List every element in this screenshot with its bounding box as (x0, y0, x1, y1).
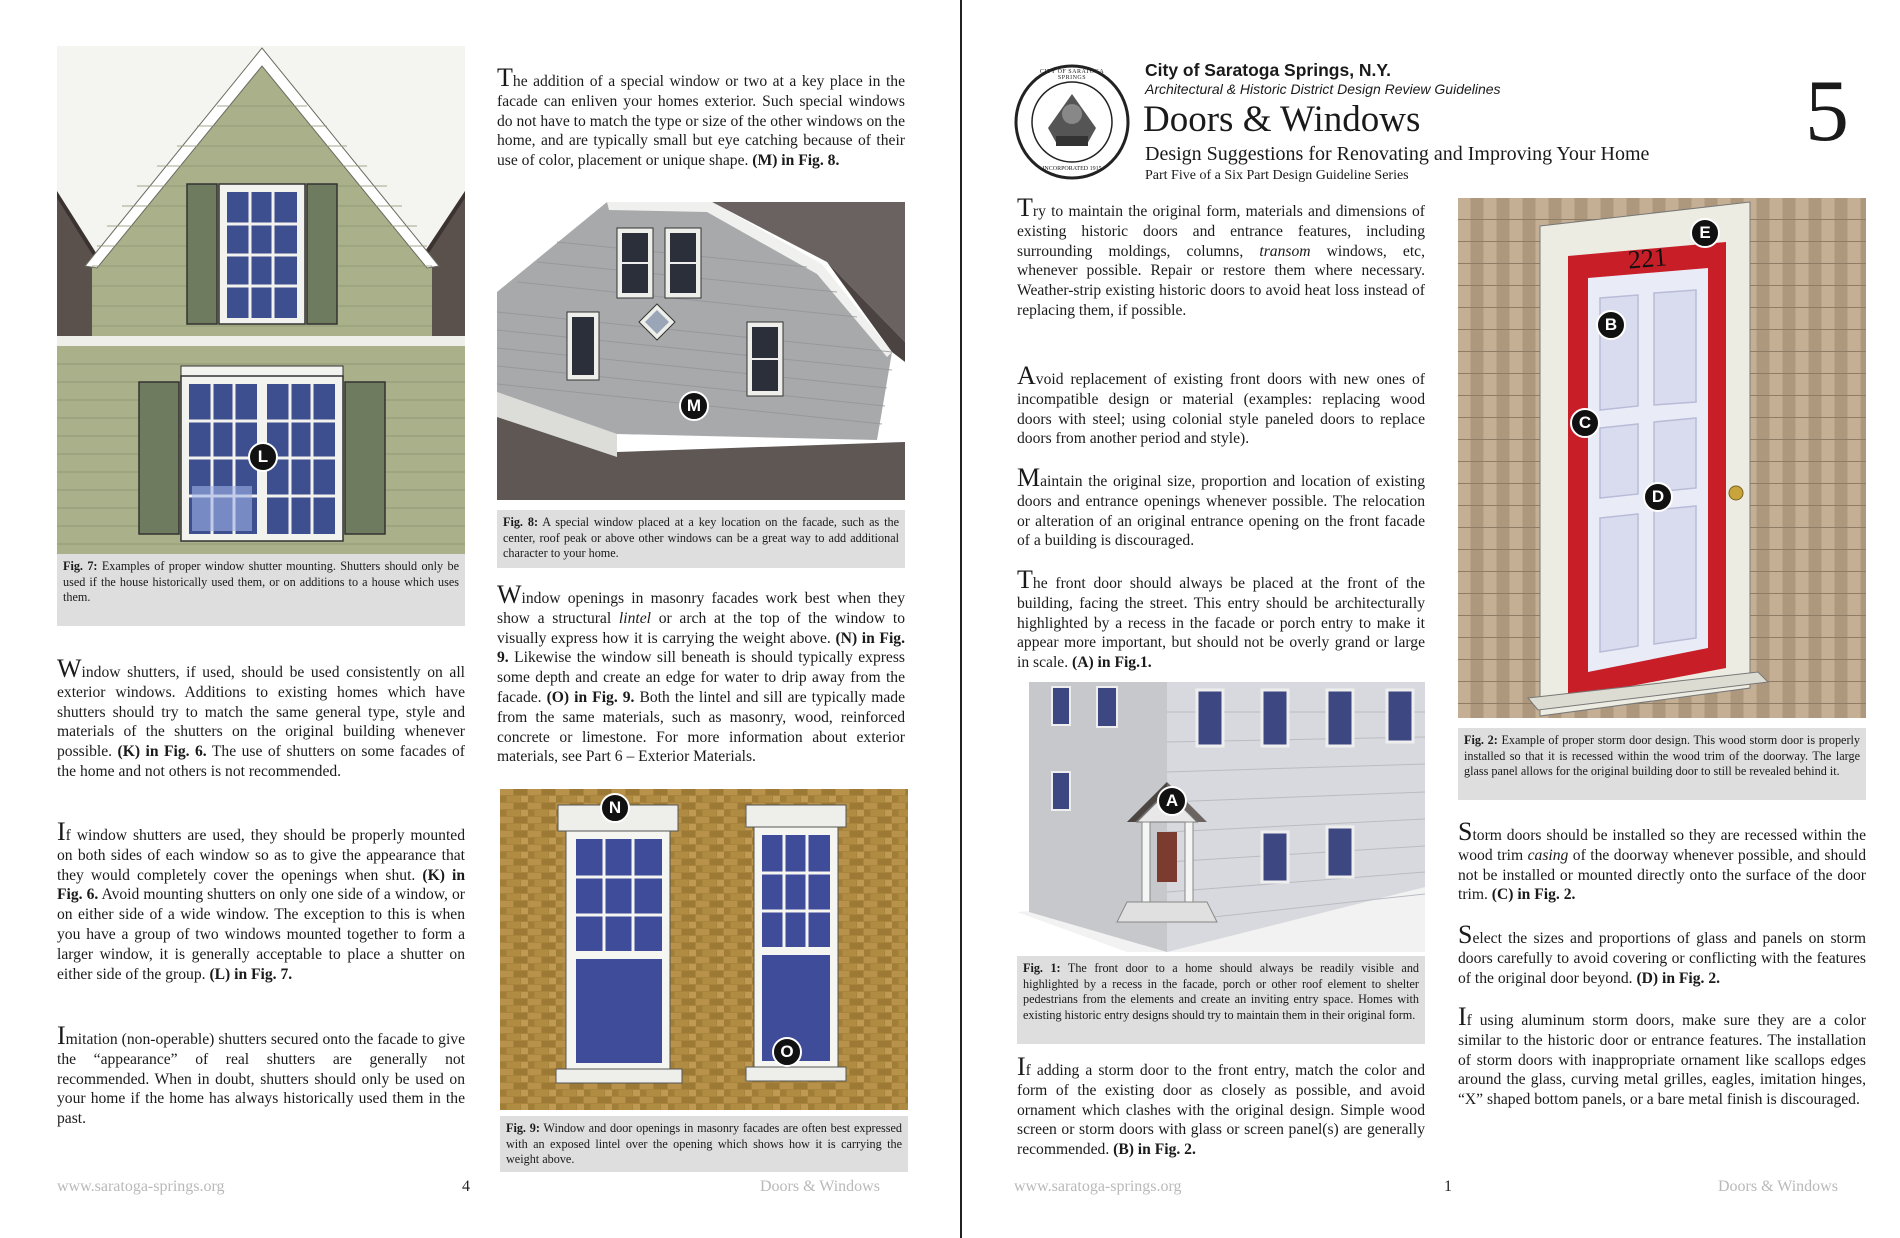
drop-cap: S (1458, 817, 1473, 846)
fig9-caption (500, 1116, 908, 1172)
drop-cap: A (1017, 361, 1036, 390)
figure-reference: (O) in Fig. 9. (546, 688, 635, 706)
figure-reference: (A) in Fig.1. (1072, 654, 1152, 672)
figure-reference: (K) in Fig. 6. (57, 866, 465, 904)
footer-url-left[interactable]: www.saratoga-springs.org (57, 1178, 225, 1195)
fig8-caption-label: Fig. 8: (503, 515, 538, 529)
header-tagline: Design Suggestions for Renovating and Improving Your Home (1145, 143, 1650, 165)
paragraph-text: f window shutters are used, they should be properly mounted on both sides of each window so as to give the appearance that they would completely cover the openings when shut. (57, 827, 465, 884)
drop-cap: I (1458, 1002, 1467, 1031)
fig7-image (57, 46, 465, 554)
paragraph-select-sizes (1458, 920, 1866, 988)
fig9-marker-n: N (600, 793, 630, 823)
fig2-caption-text: Example of proper storm door design. This wood storm door is properly installed so that it is recessed within the wood trim of the doorway. The large glass panel allows for the original building door to still be revealed behind it. (1464, 733, 1861, 779)
paragraph-text: ry to maintain the original form, materials and dimensions of existing historic doors and entrance features, including surrounding moldings, columns, (1017, 203, 1425, 260)
paragraph-text: The use of shutters on some facades of the home and not others is not recommended. (57, 743, 465, 780)
paragraph-text: or arch at the top of the window to visually express how it is carrying the weight above. (497, 609, 905, 647)
header-part: Part Five of a Six Part Design Guideline Series (1145, 168, 1409, 183)
fig2-marker-c: C (1570, 408, 1600, 438)
italic-term: casing (1527, 846, 1569, 864)
paragraph-text: f using aluminum storm doors, make sure they are a color similar to the historic door or entrance features. The installation of storm doors with inappropriate ornament like scallops edges around the glass, curving metal grilles, eagles, imitation hinges, “X” shaped bottom panels, or a bare metal finish is discouraged. (1458, 1012, 1866, 1109)
fig1-image (1017, 682, 1425, 952)
part-number: 5 (1805, 63, 1849, 160)
figure-reference: (K) in Fig. 6. (117, 743, 207, 761)
paragraph-text: Both the lintel and sill are typically made from the same materials, such as masonry, wood, reinforced concrete or limestone. For more information about exterior materials, see Part 6 – Exterior Materials. (497, 688, 906, 766)
drop-cap: T (1017, 193, 1033, 222)
drop-cap: I (57, 817, 66, 846)
italic-term: transom (1259, 242, 1311, 260)
paragraph-text: Avoid mounting shutters on only one side of a window, or on either side of a wide window. The exception to this is when you have a group of two windows mounted together to form a larger window, it is generally acceptable to place a shutter on either side of the group. (57, 886, 465, 983)
paragraph-text: he front door should always be placed at the front of the building, facing the street. This entry should be architecturally highlighted by a recess in the facade or porch entry to make it appear more important, but should not be overly grand or large in scale. (1017, 575, 1425, 672)
page-number-left: 4 (462, 1178, 470, 1195)
drop-cap: S (1458, 920, 1473, 949)
figure-reference: (C) in Fig. 2. (1491, 886, 1576, 904)
footer-url-right[interactable]: www.saratoga-springs.org (1014, 1178, 1182, 1195)
fig9-marker-o: O (772, 1037, 802, 1067)
header-city: City of Saratoga Springs, N.Y. (1145, 60, 1392, 80)
fig8-image (497, 202, 905, 500)
paragraph-shutters-consistent (57, 654, 465, 782)
figure-reference: (N) in Fig. 9. (497, 629, 905, 667)
paragraph-text: indow shutters, if used, should be used consistently on all exterior windows. Additions to existing homes which have shutters should try to match the same general type, style and materials of the shutters on the original building whenever possible. (57, 664, 465, 761)
fig2-caption-label: Fig. 2: (1464, 733, 1498, 747)
paragraph-text: void replacement of existing front doors with new ones of incompatible design or material (examples: replacing wood doors with steel; using colonial style paneled doors to replace doors from another period and style). (1017, 371, 1425, 448)
fig7-caption (57, 554, 465, 626)
page-number-right: 1 (1444, 1178, 1452, 1195)
paragraph-shutters-mounting (57, 817, 465, 984)
fig2-marker-d: D (1643, 482, 1673, 512)
header-subtitle: Architectural & Historic District Design Review Guidelines (1145, 81, 1501, 97)
drop-cap: W (497, 580, 522, 609)
figure-reference: (L) in Fig. 7. (209, 965, 293, 983)
page-divider (960, 0, 962, 1238)
seal-text: CITY OF SARATOGA SPRINGS (1039, 69, 1105, 81)
fig9-caption-label: Fig. 9: (506, 1121, 540, 1135)
paragraph-text: indow openings in masonry facades work best when they show a structural (497, 590, 905, 627)
fig2-image (1458, 198, 1866, 718)
paragraph-text: mitation (non-operable) shutters secured onto the facade to give the “appearance” of real shutters are generally not recommended. When in doubt, shutters should only be used on your home if the home has always historically used them in the past. (57, 1031, 465, 1128)
fig1-caption-label: Fig. 1: (1023, 961, 1061, 975)
fig8-caption-text: A special window placed at a key location on the facade, such as the center, roof peak or above other windows can be a great way to add additional character to your home. (503, 515, 899, 561)
paragraph-maintain-form (1017, 193, 1425, 321)
fig8-marker-m: M (679, 391, 709, 421)
drop-cap: T (497, 63, 513, 92)
paragraph-text: elect the sizes and proportions of glass and panels on storm doors carefully to avoid covering or conflicting with the features of the original door beyond. (1458, 930, 1866, 987)
fig7-marker-l: L (248, 442, 278, 472)
fig2-marker-e: E (1690, 218, 1720, 248)
paragraph-special-window (497, 63, 905, 171)
drop-cap: I (1017, 1052, 1026, 1081)
footer-title-right: Doors & Windows (1718, 1178, 1838, 1195)
drop-cap: I (57, 1021, 66, 1050)
fig7-caption-label: Fig. 7: (63, 559, 98, 573)
paragraph-recessed (1458, 817, 1867, 905)
figure-reference: (B) in Fig. 2. (1113, 1141, 1196, 1159)
paragraph-maintain-size (1017, 463, 1425, 551)
italic-term: lintel (618, 609, 651, 627)
paragraph-text: f adding a storm door to the front entry, match the color and form of the existing door as closely as possible, and avoid ornament which clashes with the original design. Simple wood screen or storm doors with glass or screen panel(s) are generally recommended. (1017, 1062, 1425, 1159)
fig2-caption (1458, 728, 1866, 800)
figure-reference: (M) in Fig. 8. (752, 152, 840, 170)
paragraph-avoid-replacement (1017, 361, 1425, 449)
paragraph-text: windows, etc, whenever possible. Repair or restore them where necessary. Weather-strip existing historic doors to avoid heat loss instead of replacing them, if possible. (1017, 242, 1425, 319)
drop-cap: W (57, 654, 82, 683)
paragraph-imitation-shutters (57, 1021, 465, 1129)
fig1-caption-text: The front door to a home should always be readily visible and highlighted by a recess in the facade, porch or other roof element to shelter pedestrians from the elements and create an inviting entry space. Homes with existing historic entry designs should try to maintain them in their original form. (1023, 961, 1420, 1022)
paragraph-text: Likewise the window sill beneath is should typically express some depth and create an edge for water to drip away from the facade. (497, 649, 905, 706)
paragraph-text: he addition of a special window or two at a key place in the facade can enliven your homes exterior. Such special windows do not have to match the type or size of the other windows on the home, and are typically small but eye catching because of their use of color, placement or unique shape. (497, 73, 905, 170)
city-seal (1014, 64, 1130, 180)
paragraph-storm-door (1017, 1052, 1425, 1160)
fig1-marker-a: A (1157, 786, 1187, 816)
footer-title-left: Doors & Windows (760, 1178, 880, 1195)
paragraph-aluminum (1458, 1002, 1866, 1110)
page-title: Doors & Windows (1143, 99, 1421, 140)
figure-reference: (D) in Fig. 2. (1636, 969, 1721, 987)
paragraph-front-door (1017, 565, 1425, 673)
paragraph-text: of the doorway whenever possible, and should not be installed or mounted directly onto the surface of the door trim. (1458, 846, 1867, 904)
fig7-caption-text: Examples of proper window shutter mounting. Shutters should only be used if the house historically used them, or on additions to a house which uses them. (63, 559, 460, 605)
fig8-caption (497, 510, 905, 568)
seal-bottom-text: INCORPORATED 1915 (1042, 166, 1102, 172)
fig9-image (500, 789, 908, 1110)
paragraph-masonry-openings (497, 580, 906, 767)
fig2-marker-b: B (1596, 310, 1626, 340)
paragraph-text: aintain the original size, proportion and location of existing doors and entrance openings whenever possible. The relocation or alteration of an original entrance opening on the front facade of a building is discouraged. (1017, 473, 1425, 550)
fig9-caption-text: Window and door openings in masonry facades are often best expressed with an exposed lintel over the opening which shows how it is carrying the weight above. (506, 1121, 903, 1167)
paragraph-text: torm doors should be installed so they are recessed within the wood trim (1458, 827, 1866, 864)
house-number: 221 (1626, 242, 1669, 275)
drop-cap: T (1017, 565, 1033, 594)
drop-cap: M (1017, 463, 1041, 492)
fig1-caption (1017, 956, 1425, 1044)
